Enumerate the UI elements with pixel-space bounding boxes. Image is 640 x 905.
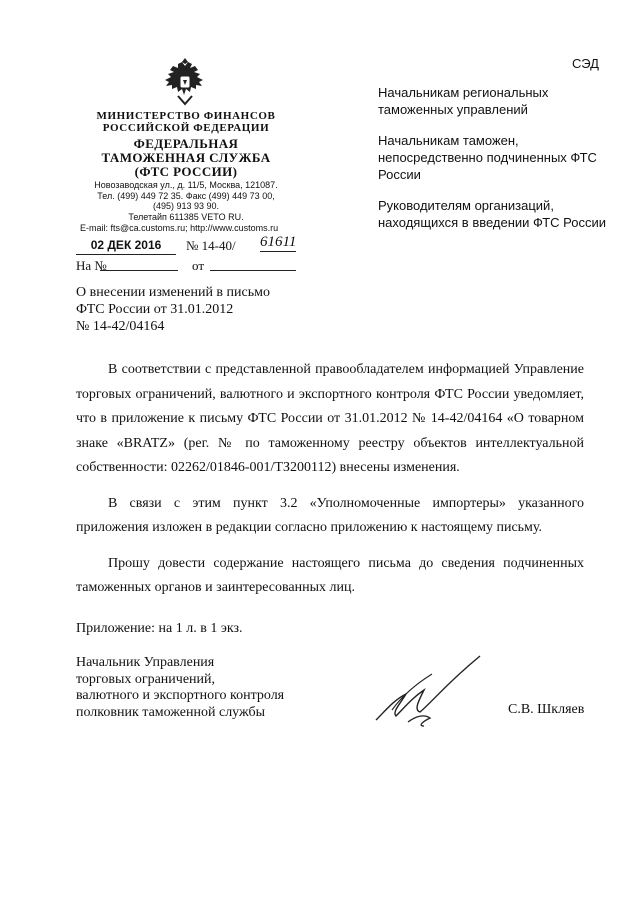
email-line: E-mail: fts@ca.customs.ru; http://www.customs.ru — [80, 223, 279, 233]
body-paragraph: В соответствии с представленной правообладателем информацией Управление торговых ограничений, валютного и экспортного контроля ФТС России уведомляет, что в приложение к письму ФТС России от 31.01.2012 № 14-42/04164 «О товарном знаке «BRATZ» (рег. № по таможенному реестру объектов интеллектуальной собственности: 02262/01846-001/ТЗ200112) внесены изменения. — [76, 362, 584, 475]
reply-from-label: от — [192, 258, 205, 273]
letter-body — [76, 358, 584, 612]
reply-number-line — [100, 270, 178, 271]
subject-line: № 14-42/04164 — [76, 319, 165, 334]
service-name — [72, 137, 300, 179]
service-line: (ФТС РОССИИ) — [134, 164, 238, 179]
handwritten-signature — [372, 650, 484, 730]
signer-line: валютного и экспортного контроля — [76, 688, 285, 703]
service-line: ФЕДЕРАЛЬНАЯ — [133, 136, 239, 151]
reply-date-line — [210, 270, 296, 271]
attachment-note: Приложение: на 1 л. в 1 экз. — [76, 621, 243, 636]
address-line: Тел. (499) 449 72 35. Факс (499) 449 73 00, — [97, 190, 275, 201]
addressee: Начальникам региональных таможенных управлений — [378, 85, 549, 117]
address-line: Телетайп 611385 VETO RU. — [128, 211, 244, 222]
signer-line: полковник таможенной службы — [76, 704, 266, 720]
body-paragraph: Прошу довести содержание настоящего письма до сведения подчиненных таможенных органов и заинтересованных лиц. — [76, 555, 584, 595]
subject-line: О внесении изменений в письмо — [76, 285, 270, 300]
ministry-line: МИНИСТЕРСТВО ФИНАНСОВ — [96, 110, 276, 122]
addressee: Начальникам таможен, непосредственно подчиненных ФТС России — [378, 133, 597, 182]
signer-name: С.В. Шкляев — [508, 702, 585, 717]
signer-line: Начальник Управления — [76, 655, 215, 670]
registration-number-handwritten: 61611 — [260, 234, 297, 250]
subject-line: ФТС России от 31.01.2012 — [76, 302, 234, 317]
addressee: Руководителям организаций, находящихся в введении ФТС России — [378, 198, 607, 230]
registration-number-label: № 14-40/ — [186, 238, 236, 253]
signer-line: торговых ограничений, — [76, 671, 216, 687]
body-paragraph: В связи с этим пункт 3.2 «Уполномоченные импортеры» указанного приложения изложен в редакции согласно приложению к настоящему письму. — [76, 495, 584, 535]
letter-subject — [76, 284, 306, 335]
service-line: ТАМОЖЕННАЯ СЛУЖБА — [101, 150, 271, 165]
sender-address — [72, 180, 300, 222]
ministry-name — [72, 110, 300, 134]
signer-position — [76, 655, 284, 721]
double-headed-eagle-emblem-icon — [160, 56, 210, 108]
registration-date: 02 ДЕК 2016 — [76, 238, 176, 255]
system-mark: СЭД — [572, 56, 599, 71]
address-line: (495) 913 93 90. — [152, 201, 220, 211]
addressee-block — [378, 84, 608, 245]
reply-number-label: На № — [76, 258, 107, 273]
address-line: Новозаводская ул., д. 11/5, Москва, 121087. — [94, 180, 278, 190]
ministry-line: РОССИЙСКОЙ ФЕДЕРАЦИИ — [102, 122, 270, 134]
